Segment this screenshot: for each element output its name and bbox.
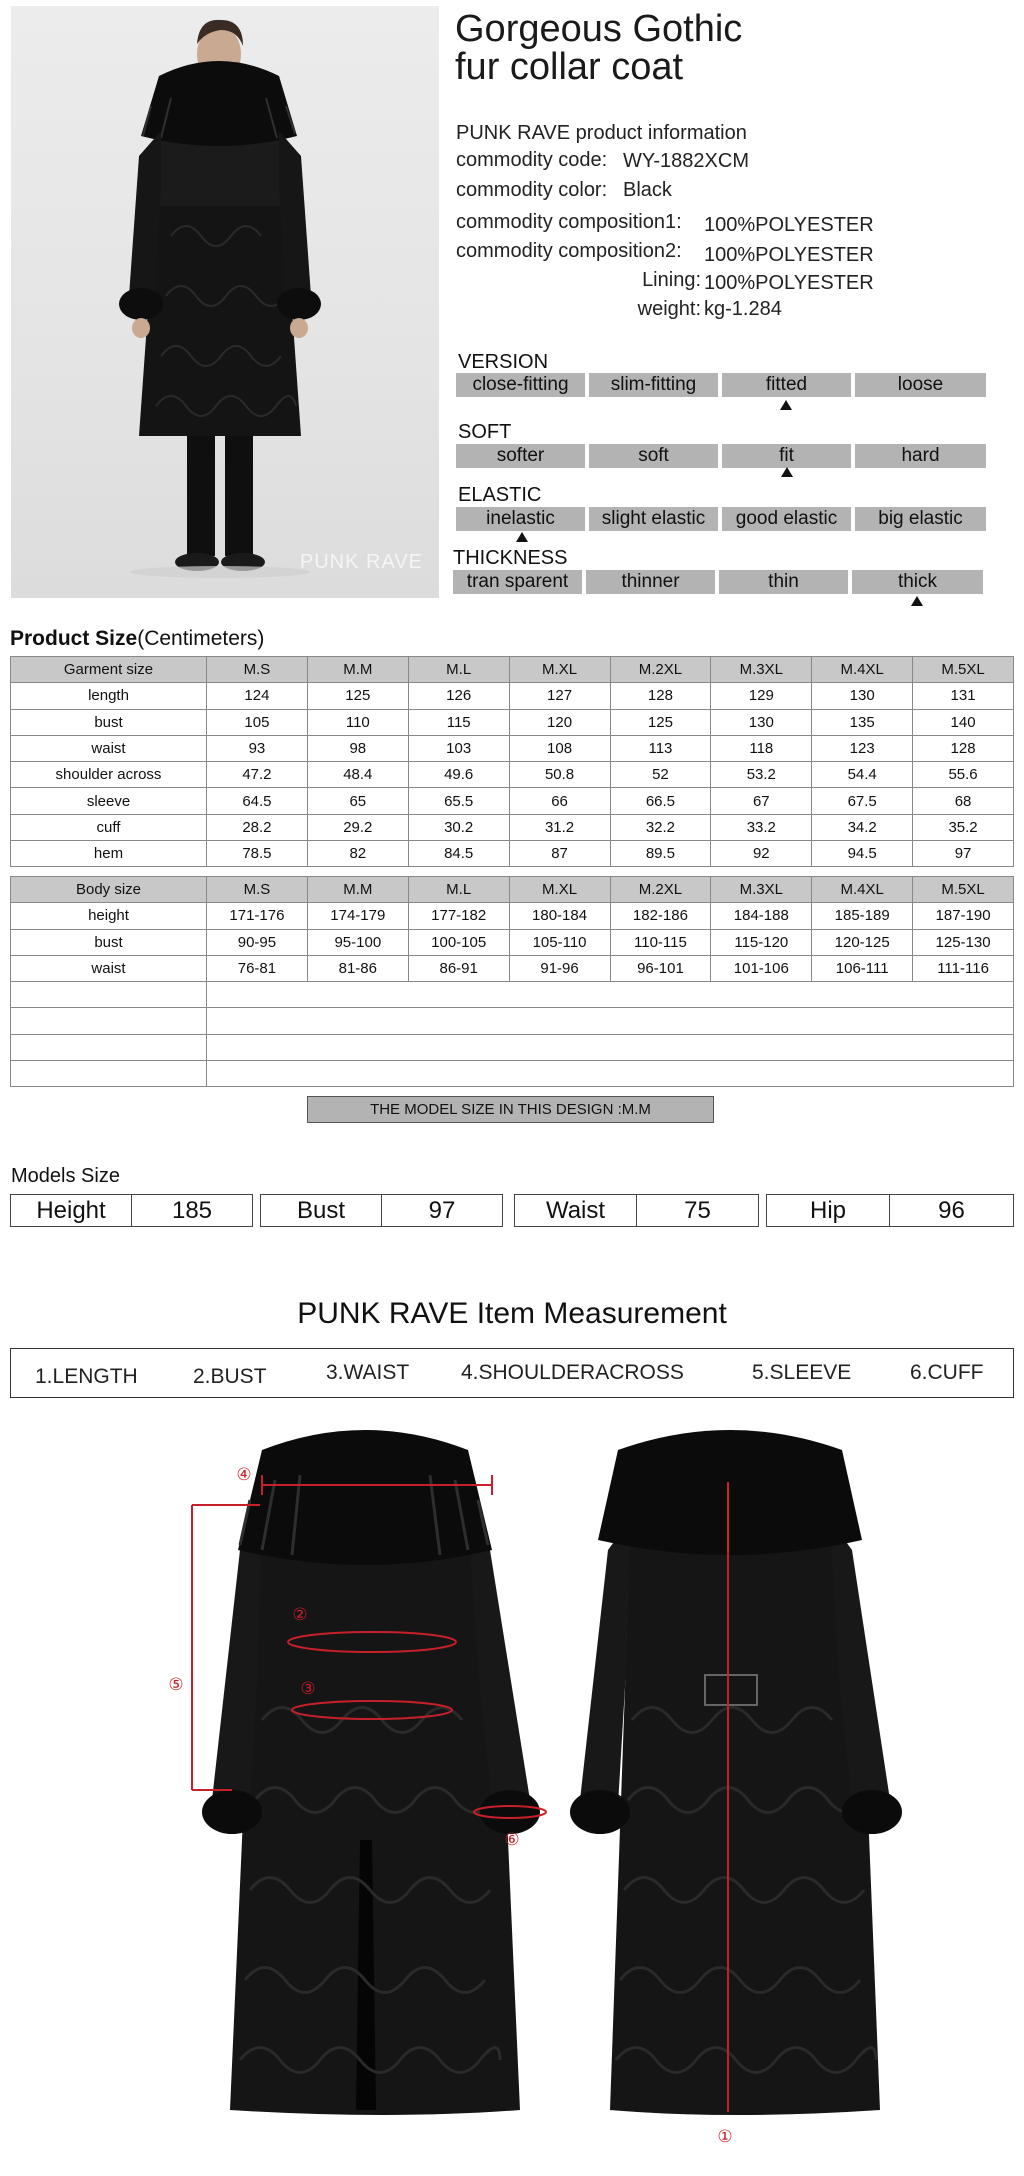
table-cell: 125	[610, 709, 711, 735]
selected-marker-icon	[911, 596, 923, 606]
table-cell: 118	[711, 735, 812, 761]
table-cell: 108	[509, 735, 610, 761]
table-cell: 125-130	[913, 929, 1014, 955]
table-cell: 55.6	[913, 762, 1014, 788]
table-cell: 105-110	[509, 929, 610, 955]
table-cell: 95-100	[307, 929, 408, 955]
info-weight-label: weight:	[637, 298, 701, 320]
table-row	[11, 929, 1014, 955]
table-header-row	[11, 877, 1014, 903]
measurement-item: 1.LENGTH	[35, 1365, 138, 1388]
table-row-empty	[11, 1008, 1014, 1034]
measurement-item: 6.CUFF	[910, 1361, 984, 1384]
scale-elastic-option-selected: inelastic	[456, 507, 585, 531]
body-size-table	[10, 876, 1014, 1087]
models-size-value: 96	[889, 1194, 1014, 1227]
product-title-line-1: Gorgeous Gothic	[455, 8, 743, 50]
table-header-size: M.L	[408, 657, 509, 683]
table-cell: 30.2	[408, 814, 509, 840]
table-header-label: Garment size	[11, 657, 207, 683]
table-cell: 35.2	[913, 814, 1014, 840]
table-cell-empty	[11, 1008, 207, 1034]
product-size-heading-bold: Product Size	[10, 627, 138, 650]
marker-cuff: ⑥	[504, 1830, 520, 1850]
table-cell: 68	[913, 788, 1014, 814]
table-cell: 98	[307, 735, 408, 761]
table-cell-empty	[11, 1061, 207, 1087]
table-row-label: bust	[11, 709, 207, 735]
table-cell: 32.2	[610, 814, 711, 840]
marker-bust: ②	[292, 1605, 308, 1625]
table-cell: 97	[913, 841, 1014, 867]
models-size-value: 97	[381, 1194, 503, 1227]
table-header-label: Body size	[11, 877, 207, 903]
measurement-item: 3.WAIST	[326, 1361, 410, 1384]
table-header-size: M.XL	[509, 657, 610, 683]
table-cell: 140	[913, 709, 1014, 735]
measurement-item: 2.BUST	[193, 1365, 267, 1388]
scale-version-option: slim-fitting	[589, 373, 718, 397]
table-cell: 101-106	[711, 955, 812, 981]
table-cell: 47.2	[207, 762, 308, 788]
table-cell-empty	[207, 1061, 1014, 1087]
selected-marker-icon	[781, 467, 793, 477]
marker-shoulder: ④	[236, 1465, 252, 1485]
table-cell: 91-96	[509, 955, 610, 981]
coat-measurement-diagram	[0, 1420, 1024, 2160]
scale-thickness-option: tran sparent	[453, 570, 582, 594]
table-cell: 177-182	[408, 903, 509, 929]
table-cell-empty	[207, 1008, 1014, 1034]
table-cell: 93	[207, 735, 308, 761]
info-lining-value: 100%POLYESTER	[704, 272, 874, 294]
product-title-line-2: fur collar coat	[455, 46, 684, 88]
table-cell: 31.2	[509, 814, 610, 840]
table-cell: 184-188	[711, 903, 812, 929]
table-row	[11, 903, 1014, 929]
table-cell: 29.2	[307, 814, 408, 840]
table-row	[11, 955, 1014, 981]
table-cell: 92	[711, 841, 812, 867]
table-cell: 115-120	[711, 929, 812, 955]
table-cell: 171-176	[207, 903, 308, 929]
table-cell: 28.2	[207, 814, 308, 840]
table-cell: 52	[610, 762, 711, 788]
info-color-value: Black	[623, 179, 672, 201]
table-row-label: waist	[11, 735, 207, 761]
table-cell: 94.5	[812, 841, 913, 867]
table-header-size: M.S	[207, 877, 308, 903]
table-header-row	[11, 657, 1014, 683]
table-cell: 67.5	[812, 788, 913, 814]
scale-soft-option: soft	[589, 444, 718, 468]
scale-thickness-option-selected: thick	[852, 570, 983, 594]
table-cell: 90-95	[207, 929, 308, 955]
table-cell: 126	[408, 683, 509, 709]
table-row-label: hem	[11, 841, 207, 867]
info-composition1-label: commodity composition1:	[456, 211, 682, 233]
table-cell: 105	[207, 709, 308, 735]
table-row-label: sleeve	[11, 788, 207, 814]
scale-elastic-option: big elastic	[855, 507, 986, 531]
scale-elastic-option: slight elastic	[589, 507, 718, 531]
table-row	[11, 788, 1014, 814]
table-cell: 111-116	[913, 955, 1014, 981]
models-size-value: 185	[131, 1194, 253, 1227]
product-photo	[11, 6, 439, 598]
info-composition1-value: 100%POLYESTER	[704, 214, 874, 236]
table-cell: 50.8	[509, 762, 610, 788]
table-cell: 125	[307, 683, 408, 709]
info-composition2-label: commodity composition2:	[456, 240, 682, 262]
scale-thickness-title: THICKNESS	[453, 547, 568, 569]
table-cell: 106-111	[812, 955, 913, 981]
scale-soft-option: softer	[456, 444, 585, 468]
table-cell: 53.2	[711, 762, 812, 788]
table-cell-empty	[207, 982, 1014, 1008]
table-cell: 129	[711, 683, 812, 709]
model-figure-icon	[11, 6, 439, 598]
table-header-size: M.S	[207, 657, 308, 683]
table-cell: 33.2	[711, 814, 812, 840]
table-header-size: M.4XL	[812, 657, 913, 683]
table-cell-empty	[11, 982, 207, 1008]
table-row	[11, 683, 1014, 709]
table-cell: 76-81	[207, 955, 308, 981]
table-header-size: M.L	[408, 877, 509, 903]
table-row-label: height	[11, 903, 207, 929]
scale-elastic-option: good elastic	[722, 507, 851, 531]
table-cell: 89.5	[610, 841, 711, 867]
table-cell: 100-105	[408, 929, 509, 955]
table-cell: 174-179	[307, 903, 408, 929]
info-code-value: WY-1882XCM	[623, 150, 749, 172]
table-cell: 123	[812, 735, 913, 761]
table-cell: 127	[509, 683, 610, 709]
table-row-empty	[11, 1061, 1014, 1087]
selected-marker-icon	[780, 400, 792, 410]
table-header-size: M.4XL	[812, 877, 913, 903]
table-cell: 115	[408, 709, 509, 735]
models-size-label: Height	[10, 1194, 132, 1227]
table-row	[11, 709, 1014, 735]
table-cell: 128	[610, 683, 711, 709]
models-size-label: Bust	[260, 1194, 382, 1227]
product-size-heading	[10, 627, 264, 651]
model-size-note: THE MODEL SIZE IN THIS DESIGN :M.M	[307, 1096, 714, 1123]
table-cell: 135	[812, 709, 913, 735]
table-cell: 34.2	[812, 814, 913, 840]
table-row-label: length	[11, 683, 207, 709]
table-cell: 185-189	[812, 903, 913, 929]
table-cell: 64.5	[207, 788, 308, 814]
table-row-label: waist	[11, 955, 207, 981]
table-cell: 120-125	[812, 929, 913, 955]
info-heading: PUNK RAVE product information	[456, 122, 747, 144]
measurement-title: PUNK RAVE Item Measurement	[297, 1297, 727, 1330]
coat-back-icon	[570, 1430, 902, 2115]
table-cell: 131	[913, 683, 1014, 709]
scale-version-option-selected: fitted	[722, 373, 851, 397]
table-cell: 78.5	[207, 841, 308, 867]
table-cell: 120	[509, 709, 610, 735]
table-cell: 87	[509, 841, 610, 867]
table-header-size: M.M	[307, 877, 408, 903]
scale-thickness-option: thin	[719, 570, 848, 594]
table-cell: 65	[307, 788, 408, 814]
selected-marker-icon	[516, 532, 528, 542]
table-cell: 96-101	[610, 955, 711, 981]
table-header-size: M.XL	[509, 877, 610, 903]
table-cell: 65.5	[408, 788, 509, 814]
garment-size-table	[10, 656, 1014, 867]
coat-front-icon	[202, 1430, 540, 2115]
scale-elastic-title: ELASTIC	[458, 484, 542, 506]
table-row-empty	[11, 982, 1014, 1008]
table-cell-empty	[207, 1034, 1014, 1060]
table-header-size: M.2XL	[610, 877, 711, 903]
table-cell: 110	[307, 709, 408, 735]
table-cell: 66	[509, 788, 610, 814]
marker-sleeve: ⑤	[168, 1675, 184, 1695]
scale-version-option: loose	[855, 373, 986, 397]
table-cell: 187-190	[913, 903, 1014, 929]
product-size-heading-unit: (Centimeters)	[137, 627, 265, 650]
table-row-label: bust	[11, 929, 207, 955]
table-row	[11, 841, 1014, 867]
table-cell-empty	[11, 1034, 207, 1060]
table-header-size: M.M	[307, 657, 408, 683]
table-cell: 124	[207, 683, 308, 709]
table-cell: 182-186	[610, 903, 711, 929]
table-cell: 48.4	[307, 762, 408, 788]
table-row	[11, 814, 1014, 840]
table-header-size: M.3XL	[711, 657, 812, 683]
table-row	[11, 735, 1014, 761]
table-header-size: M.5XL	[913, 877, 1014, 903]
models-size-label: Waist	[514, 1194, 637, 1227]
table-cell: 86-91	[408, 955, 509, 981]
info-composition2-value: 100%POLYESTER	[704, 244, 874, 266]
table-row-label: shoulder across	[11, 762, 207, 788]
info-lining-label: Lining:	[642, 269, 701, 291]
table-header-size: M.2XL	[610, 657, 711, 683]
info-weight-value: kg-1.284	[704, 298, 782, 320]
table-cell: 49.6	[408, 762, 509, 788]
table-cell: 180-184	[509, 903, 610, 929]
table-cell: 66.5	[610, 788, 711, 814]
table-cell: 130	[812, 683, 913, 709]
scale-thickness-option: thinner	[586, 570, 715, 594]
scale-version-option: close-fitting	[456, 373, 585, 397]
product-title	[455, 10, 742, 86]
scale-soft-option-selected: fit	[722, 444, 851, 468]
table-cell: 113	[610, 735, 711, 761]
table-cell: 130	[711, 709, 812, 735]
table-cell: 67	[711, 788, 812, 814]
models-size-heading: Models Size	[11, 1165, 120, 1187]
photo-watermark: PUNK RAVE	[299, 551, 423, 573]
table-cell: 128	[913, 735, 1014, 761]
info-color-label: commodity color:	[456, 179, 608, 201]
measurement-item: 5.SLEEVE	[752, 1361, 852, 1384]
table-cell: 103	[408, 735, 509, 761]
table-cell: 82	[307, 841, 408, 867]
scale-version-title: VERSION	[458, 351, 549, 373]
table-cell: 54.4	[812, 762, 913, 788]
table-cell: 84.5	[408, 841, 509, 867]
table-row-empty	[11, 1034, 1014, 1060]
measurement-item: 4.SHOULDERACROSS	[461, 1361, 684, 1384]
marker-length: ①	[717, 2127, 733, 2147]
table-row	[11, 762, 1014, 788]
table-row-label: cuff	[11, 814, 207, 840]
scale-soft-option: hard	[855, 444, 986, 468]
table-header-size: M.3XL	[711, 877, 812, 903]
info-code-label: commodity code:	[456, 149, 608, 171]
table-header-size: M.5XL	[913, 657, 1014, 683]
table-cell: 110-115	[610, 929, 711, 955]
models-size-value: 75	[636, 1194, 759, 1227]
marker-waist: ③	[300, 1679, 316, 1699]
measurement-legend	[10, 1348, 1014, 1398]
scale-soft-title: SOFT	[458, 421, 512, 443]
table-cell: 81-86	[307, 955, 408, 981]
models-size-label: Hip	[766, 1194, 890, 1227]
